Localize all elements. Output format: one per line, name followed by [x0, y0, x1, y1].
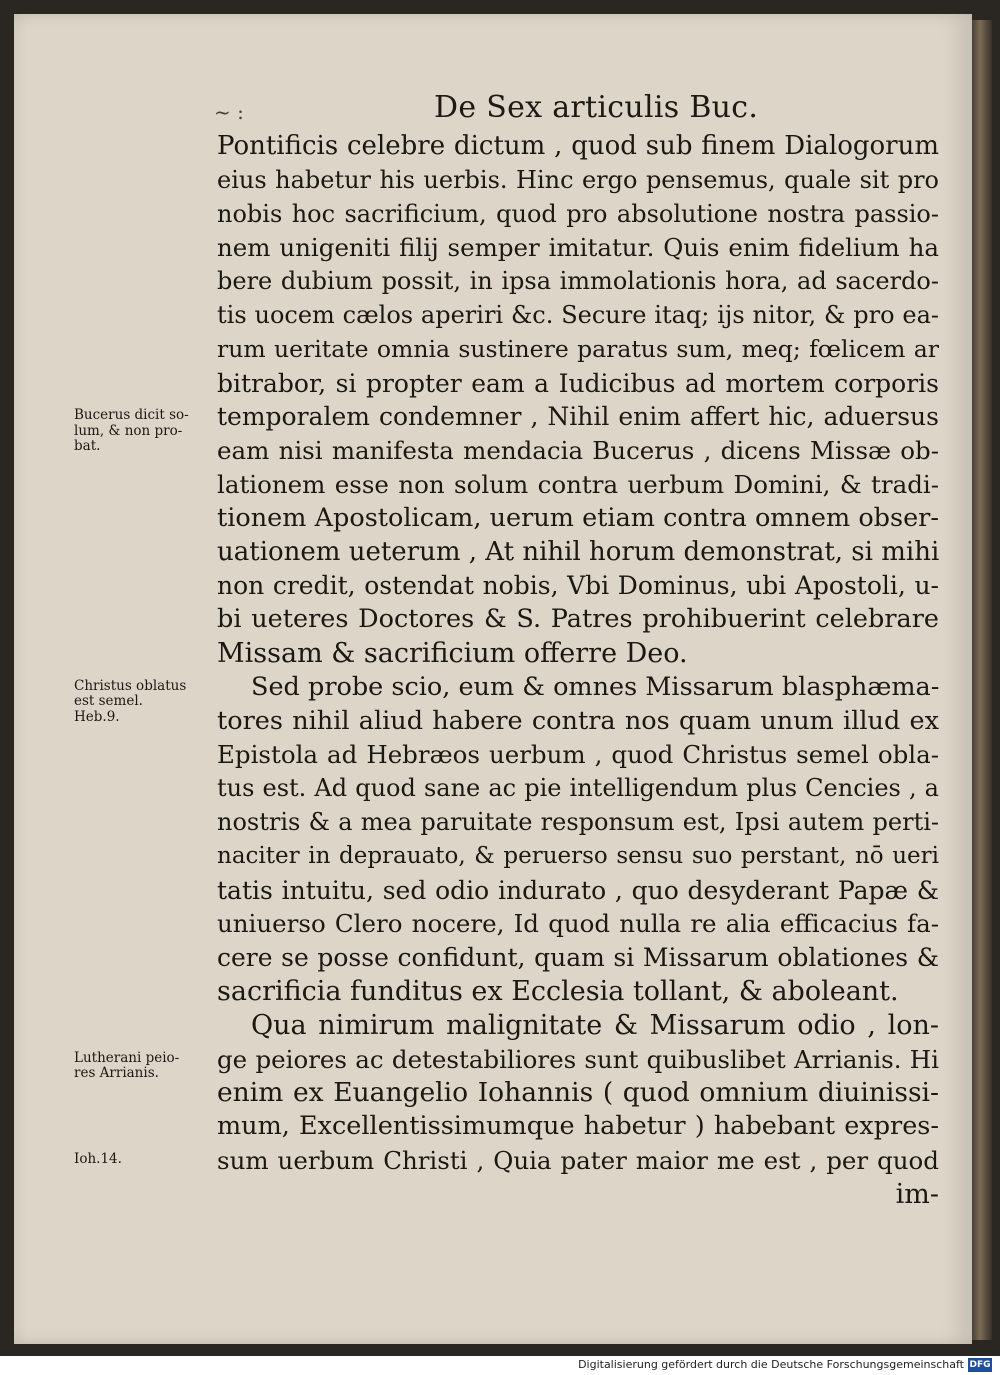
page-edge: [972, 20, 992, 1340]
text-line: bi ueteres Doctores & S. Patres prohibuerint celebrare: [217, 604, 939, 635]
text-line: Missam & sacrificium offerre Deo.: [217, 637, 688, 669]
marginal-note-line: Ioh.14.: [74, 1151, 122, 1167]
marginal-note-line: Christus oblatus: [74, 677, 187, 694]
text-line: enim ex Euangelio Iohannis ( quod omnium diuinissi-: [217, 1077, 939, 1109]
text-line: Epistola ad Hebræos uerbum , quod Christus semel obla-: [217, 740, 939, 770]
text-line: tores nihil aliud habere contra nos quam unum illud ex: [217, 705, 939, 736]
text-line: Sed probe scio, eum & omnes Missarum blasphæma-: [251, 671, 940, 702]
text-line: rum ueritate omnia sustinere paratus sum, meq; fœlicem ar: [217, 334, 939, 363]
marginal-note-line: res Arrianis.: [74, 1065, 159, 1082]
marginal-note-line: bat.: [74, 438, 101, 455]
marginal-note: [74, 408, 214, 455]
text-line: bere dubium possit, in ipsa immolationis hora, ad sacerdo-: [217, 267, 939, 296]
text-line: nem unigeniti filij semper imitatur. Quis enim fidelium ha: [217, 233, 939, 263]
text-line: eam nisi manifesta mendacia Bucerus , dicens Missæ ob-: [217, 436, 939, 466]
text-line: temporalem condemner , Nihil enim affert hic, aduersus: [217, 402, 939, 432]
text-line: tus est. Ad quod sane ac pie intelligendum plus Cencies , a: [217, 774, 939, 803]
text-line: sacrificia funditus ex Ecclesia tollant, & aboleant.: [217, 975, 899, 1007]
text-line: sum uerbum Christi , Quia pater maior me est , per quod: [217, 1145, 939, 1175]
text-line: non credit, ostendat nobis, Vbi Dominus, ubi Apostoli, u-: [217, 571, 939, 601]
footer-credit: Digitalisierung gefördert durch die Deutsche Forschungsgemeinschaft: [578, 1358, 964, 1371]
dfg-logo: DFG: [969, 1360, 991, 1370]
head-mark: ~ :: [214, 100, 244, 124]
marginal-note: [74, 1152, 214, 1168]
footer-bar: [0, 1356, 1000, 1375]
text-line: bitrabor, si propter eam a Iudicibus ad mortem corporis: [217, 368, 939, 398]
text-line: lationem esse non solum contra uerbum Domini, & tradi-: [217, 469, 939, 499]
body-text: [217, 130, 939, 1212]
text-line: nostris & a mea paruitate responsum est, Ipsi autem perti-: [217, 807, 939, 836]
marginal-note-line: est semel.: [74, 693, 143, 710]
text-line: tionem Apostolicam, uerum etiam contra omnem obser-: [217, 502, 939, 533]
marginal-note: [74, 679, 214, 726]
book-page: [14, 14, 972, 1344]
text-line: nobis hoc sacrificium, quod pro absolutione nostra passio-: [217, 199, 939, 228]
text-line: cere se posse confidunt, quam si Missarum oblationes &: [217, 943, 939, 973]
text-line: uationem ueterum , At nihil horum demonstrat, si mihi: [217, 536, 940, 567]
running-head: De Sex articulis Buc.: [434, 90, 759, 125]
marginal-note-line: lum, & non pro-: [74, 422, 183, 439]
marginal-note-line: Heb.9.: [74, 708, 120, 725]
text-line: tis uocem cælos aperiri &c. Secure itaq; ijs nitor, & pro ea-: [217, 300, 939, 329]
text-line: naciter in deprauato, & peruerso sensu suo perstant, nō ueri: [217, 842, 939, 869]
text-line: Pontificis celebre dictum , quod sub finem Dialogorum: [217, 131, 939, 161]
marginal-note: [74, 1051, 214, 1082]
text-line: tatis intuitu, sed odio indurato , quo desyderant Papæ &: [217, 875, 939, 905]
text-line: Qua nimirum malignitate & Missarum odio , lon-: [251, 1009, 939, 1041]
marginal-note-line: Lutherani peio-: [74, 1049, 180, 1066]
text-line: eius habetur his uerbis. Hinc ergo pensemus, quale sit pro: [217, 165, 939, 194]
text-line: uniuerso Clero nocere, Id quod nulla re alia efficacius fa-: [217, 909, 939, 939]
text-line: ge peiores ac detestabiliores sunt quibuslibet Arrianis. Hi: [217, 1044, 939, 1074]
marginal-note-line: Bucerus dicit so-: [74, 407, 189, 424]
catchword: im-: [895, 1178, 939, 1210]
text-line: mum, Excellentissimumque habetur ) habebant expres-: [217, 1111, 939, 1142]
